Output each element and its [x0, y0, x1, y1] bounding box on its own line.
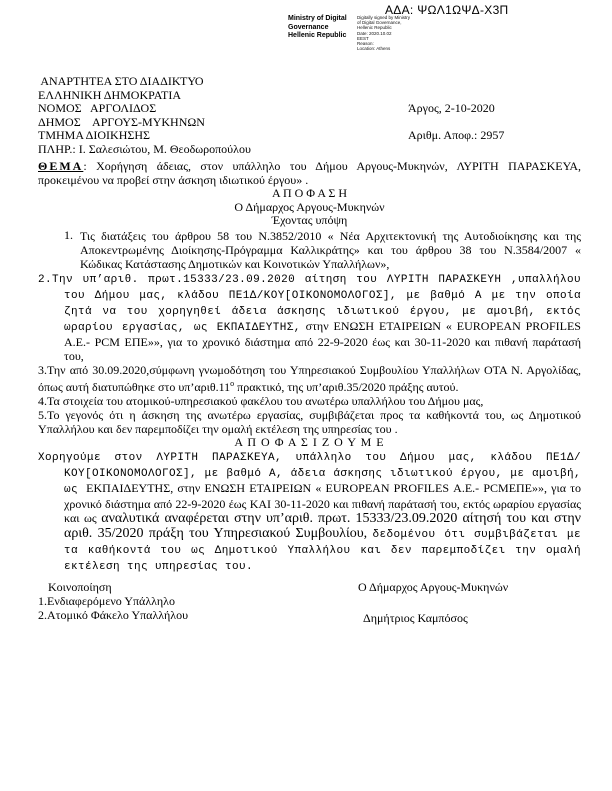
heading-having-regard: Έχοντας υπόψη: [271, 213, 348, 227]
stamp-signature-details: [357, 15, 443, 51]
legal-item-3-text-after: πρακτικό, της υπ’αριθ.35/2020 πράξης αυτού.: [234, 379, 459, 394]
stamp-authority-line: Hellenic Republic: [288, 32, 347, 39]
stamp-sig-line: Hellenic Republic: [357, 25, 392, 31]
header-municipality: ΔΗΜΟΣ ΑΡΓΟΥΣ-ΜΥΚΗΝΩΝ: [38, 114, 205, 129]
legal-item-1-marker: 1.: [64, 227, 73, 242]
subject-label: ΘΕΜΑ: [38, 159, 84, 173]
heading-mayor: Ο Δήμαρχος Αργους-Μυκηνών: [234, 199, 385, 214]
footer-notify-item-1: 1.Ενδιαφερόμενο Υπάλληλο: [38, 594, 175, 608]
stamp-sig-line: of Digital Governance,: [357, 20, 402, 26]
legal-item-1-text: Τις διατάξεις του άρθρου 58 του Ν.3852/2010 « Νέα Αρχιτεκτονική της Αυτοδιοίκησης και της Αποκεντρωμένης Διοίκησης-Πρόγραμμα Καλλικράτης» και του άρθρου 38 του Ν.3584/2007 « Κώδικας Κατάστασης Δημοτικών και Κοινοτικών Υπαλλήλων»,: [80, 228, 581, 271]
stamp-authority-line: Ministry of Digital: [288, 15, 347, 22]
legal-item-3-ordinal: ο: [230, 378, 235, 388]
legal-item-4: 4.Τα στοιχεία του ατομικού-υπηρεσιακού φακέλου του ανωτέρω υπαλλήλου του Δήμου μας,: [38, 393, 484, 408]
footer-notify-heading: Κοινοποίηση: [48, 580, 112, 594]
subject-paragraph: [38, 159, 581, 187]
stamp-sig-line: Date: 2020.10.02: [357, 30, 392, 36]
header-place-date: Άργος, 2-10-2020: [408, 101, 495, 115]
stamp-sig-line: Location: Athens: [357, 46, 391, 52]
stamp-authority-line: Governance: [288, 23, 329, 31]
decision-seg-2: ΕΚΠΑΙΔΕΥΤΗΣ, στην ΕΝΩΣΗ ΕΤΑΙΡΕΙΩΝ « EUROPEAN PROFILES Α.Ε.- PCMΕΠΕ»», για το χρονικό διάστημα από 22-9-2020 έως ΚΑΙ 30-11-2020 και πιθανή παράτασή του, εκτός ωραρίου εργασίας και ως: [64, 481, 581, 525]
ada-code: ΑΔΑ: ΨΩΛ1ΩΨΔ-Χ3Π: [385, 3, 509, 17]
footer-notify-item-2: 2.Ατομικό Φάκελο Υπαλλήλου: [38, 608, 189, 622]
legal-item-3: [38, 363, 581, 394]
stamp-authority: [288, 15, 352, 41]
footer-mayor-title: Ο Δήμαρχος Αργους-Μυκηνών: [358, 580, 509, 594]
decision-seg-1: Χορηγούμε στον ΛΥΡΙΤΗ ΠΑΡΑΣΚΕΥΑ, υπάλληλο του Δήμου μας, κλάδου ΠΕ1Δ/ΚΟΥ[ΟΙΚΟΝΟΜΟΛΟΓΟΣ], με βαθμό Α, άδεια άσκησης ιδιωτικού έργου, με αμοιβή, ως: [38, 452, 581, 496]
heading-apofasizoume: Α Π Ο Φ Α Σ Ι Ζ Ο Υ Μ Ε: [234, 434, 385, 449]
document-body: [38, 74, 582, 625]
decision-seg-4: δεδομένου ότι συμβιβάζεται με τα καθήκοντά του ως Δημοτικού Υπαλλήλου και δεν παρεμποδίζει την ομαλή εκτέλεση της υπηρεσίας του.: [64, 529, 582, 573]
header-decision-number: Αριθμ. Αποφ.: 2957: [408, 128, 505, 142]
stamp-sig-line: Digitally signed by Ministry: [357, 15, 411, 20]
subject-text: : Χορήγηση άδειας, στον υπάλληλο του Δήμου Αργους-Μυκηνών, ΛΥΡΙΤΗ ΠΑΡΑΣΚΕΥΑ, προκειμένου να προβεί στην άσκηση ιδιωτικού έργου» .: [38, 159, 581, 187]
header-prefecture-row: [38, 102, 581, 116]
header-contact-persons: ΠΛΗΡ.: Ι. Σαλεσιώτου, Μ. Θεοδωροπούλου: [38, 141, 251, 156]
legal-item-2-text-serif: στην ΕΝΩΣΗ ΕΤΑΙΡΕΙΩΝ « EUROPEAN PROFILES Α.Ε.- PCM ΕΠΕ»», για το χρονικό διάστημα από 22-9-2020 έως και 30-11-2020 και πιθανή παράτασή του,: [64, 318, 581, 363]
legal-item-2: [38, 271, 581, 363]
heading-apofasi: Α Π Ο Φ Α Σ Η: [271, 186, 348, 200]
ministry-digital-signature-stamp: [288, 15, 443, 51]
stamp-sig-line: Reason:: [357, 41, 374, 47]
legal-item-3-text: 3.Την από 30.09.2020,σύμφωνη γνωμοδότηση του Υπηρεσιακού Συμβουλίου Υπαλλήλων ΟΤΑ Ν. Αργολίδας, όπως αυτή διατυπώθηκε στο υπ’αριθ.11: [38, 362, 581, 394]
header-department-row: [38, 129, 581, 143]
stamp-sig-line: EEST: [357, 35, 369, 41]
legal-item-1: [64, 229, 581, 271]
footer-block: [38, 580, 581, 625]
legal-item-2-text-mono: 2.Την υπ’αριθ. πρωτ.15333/23.09.2020 αίτηση του ΛΥΡΙΤΗ ΠΑΡΑΣΚΕΥΗ ,υπαλλήλου του Δήμου μας, κλάδου ΠΕ1Δ/ΚΟΥ[ΟΙΚΟΝΟΜΟΛΟΓΟΣ], με βαθμό Α με την οποία ζητά να του χορηγηθεί άδεια άσκησης ιδιωτικού έργου, με αμοιβή, εκτός ωραρίου εργασίας, ως ΕΚΠΑΙΔΕΥΤΗΣ,: [38, 273, 581, 334]
legal-item-5: 5.Το γεγονός ότι η άσκηση της ανωτέρω εργασίας, συμβιβάζεται προς τα καθήκοντά του, ως Δημοτικού Υπαλλήλου και δεν παρεμποδίζει την ομαλή εκτέλεση της υπηρεσίας του .: [38, 407, 581, 436]
header-department: ΤΜΗΜΑ ΔΙΟΙΚΗΣΗΣ: [38, 128, 151, 142]
decision-seg-3: αναλυτικά αναφέρεται στην υπ’αριθ. πρωτ. 15333/23.09.2020 αίτησή του και στην αριθ. 35/2020 πράξη του Υπηρεσιακού Συμβουλίου,: [64, 511, 582, 541]
decision-paragraph: [38, 449, 581, 574]
header-anartitea: ΑΝΑΡΤΗΤΕΑ ΣΤΟ ΔΙΑΔΙΚΤΥΟ: [38, 74, 204, 88]
footer-mayor-name: Δημήτριος Καμπόσος: [363, 611, 468, 625]
header-republic: ΕΛΛΗΝΙΚΗ ΔΗΜΟΚΡΑΤΙΑ: [38, 87, 182, 102]
header-prefecture: ΝΟΜΟΣ ΑΡΓΟΛΙΔΟΣ: [38, 101, 157, 115]
